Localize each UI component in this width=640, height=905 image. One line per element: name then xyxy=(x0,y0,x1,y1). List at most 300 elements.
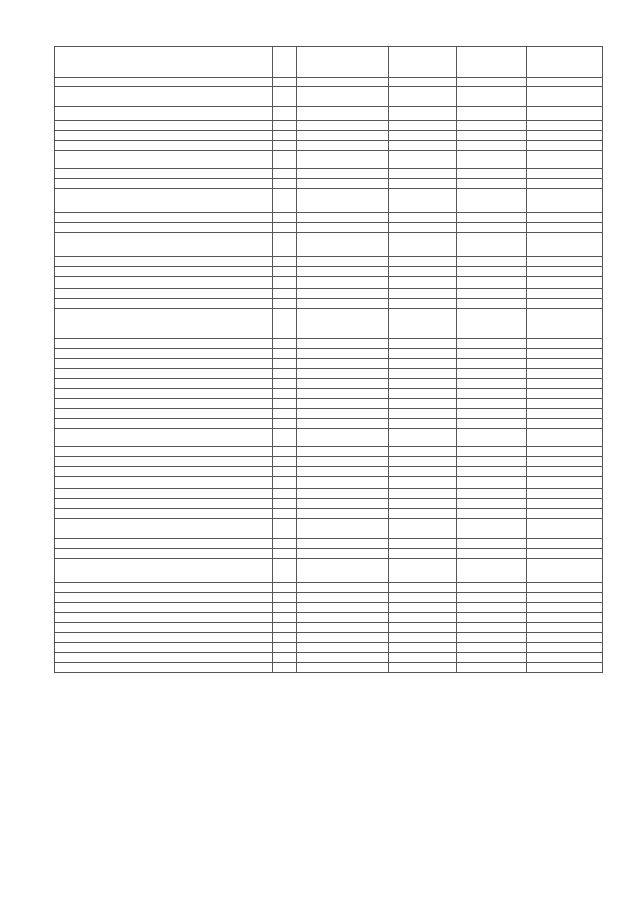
unexecuted-amount xyxy=(527,549,603,559)
table-row xyxy=(55,593,603,603)
indicator-name xyxy=(55,499,273,509)
executed-amount xyxy=(457,87,527,107)
unexecuted-amount xyxy=(527,339,603,349)
budget-classification-code xyxy=(297,299,389,309)
approved-amount xyxy=(389,613,457,623)
unexecuted-amount xyxy=(527,519,603,539)
unexecuted-amount xyxy=(527,169,603,179)
row-code xyxy=(273,539,297,549)
budget-classification-code xyxy=(297,87,389,107)
table-row xyxy=(55,131,603,141)
approved-amount xyxy=(389,169,457,179)
executed-amount xyxy=(457,389,527,399)
indicator-name xyxy=(55,131,273,141)
budget-classification-code xyxy=(297,643,389,653)
table-row xyxy=(55,87,603,107)
unexecuted-amount xyxy=(527,141,603,151)
row-code xyxy=(273,267,297,277)
approved-amount xyxy=(389,277,457,289)
executed-amount xyxy=(457,289,527,299)
budget-classification-code xyxy=(297,477,389,489)
unexecuted-amount xyxy=(527,613,603,623)
budget-classification-code xyxy=(297,389,389,399)
executed-amount xyxy=(457,359,527,369)
approved-amount xyxy=(389,457,457,467)
indicator-name xyxy=(55,179,273,189)
approved-amount xyxy=(389,559,457,583)
table-body xyxy=(55,87,603,673)
approved-amount xyxy=(389,447,457,457)
unexecuted-amount xyxy=(527,267,603,277)
header-cell xyxy=(389,47,457,78)
approved-amount xyxy=(389,539,457,549)
indicator-name xyxy=(55,593,273,603)
budget-classification-code xyxy=(297,663,389,673)
column-number-row xyxy=(55,78,603,87)
approved-amount xyxy=(389,151,457,169)
approved-amount xyxy=(389,339,457,349)
indicator-name xyxy=(55,277,273,289)
budget-classification-code xyxy=(297,559,389,583)
indicator-name xyxy=(55,419,273,429)
approved-amount xyxy=(389,663,457,673)
header-cell xyxy=(273,47,297,78)
executed-amount xyxy=(457,467,527,477)
column-number xyxy=(389,78,457,87)
approved-amount xyxy=(389,121,457,131)
row-code xyxy=(273,613,297,623)
budget-classification-code xyxy=(297,379,389,389)
unexecuted-amount xyxy=(527,489,603,499)
approved-amount xyxy=(389,233,457,257)
executed-amount xyxy=(457,519,527,539)
indicator-name xyxy=(55,369,273,379)
budget-classification-code xyxy=(297,499,389,509)
table-row xyxy=(55,257,603,267)
unexecuted-amount xyxy=(527,467,603,477)
row-code xyxy=(273,499,297,509)
approved-amount xyxy=(389,419,457,429)
header-cell xyxy=(457,47,527,78)
row-code xyxy=(273,369,297,379)
table-row xyxy=(55,643,603,653)
indicator-name xyxy=(55,257,273,267)
table-row xyxy=(55,519,603,539)
approved-amount xyxy=(389,519,457,539)
executed-amount xyxy=(457,309,527,339)
executed-amount xyxy=(457,583,527,593)
unexecuted-amount xyxy=(527,593,603,603)
unexecuted-amount xyxy=(527,623,603,633)
indicator-name xyxy=(55,107,273,121)
budget-classification-code xyxy=(297,399,389,409)
budget-classification-code xyxy=(297,549,389,559)
indicator-name xyxy=(55,233,273,257)
unexecuted-amount xyxy=(527,389,603,399)
budget-classification-code xyxy=(297,409,389,419)
table-row xyxy=(55,603,603,613)
row-code xyxy=(273,289,297,299)
unexecuted-amount xyxy=(527,189,603,213)
executed-amount xyxy=(457,121,527,131)
executed-amount xyxy=(457,539,527,549)
approved-amount xyxy=(389,107,457,121)
indicator-name xyxy=(55,489,273,499)
row-code xyxy=(273,623,297,633)
executed-amount xyxy=(457,349,527,359)
row-code xyxy=(273,189,297,213)
executed-amount xyxy=(457,131,527,141)
unexecuted-amount xyxy=(527,419,603,429)
row-code xyxy=(273,233,297,257)
row-code xyxy=(273,223,297,233)
approved-amount xyxy=(389,299,457,309)
row-code xyxy=(273,653,297,663)
table-row xyxy=(55,389,603,399)
row-code xyxy=(273,339,297,349)
budget-classification-code xyxy=(297,613,389,623)
budget-classification-code xyxy=(297,359,389,369)
row-code xyxy=(273,309,297,339)
executed-amount xyxy=(457,499,527,509)
table-row xyxy=(55,141,603,151)
row-code xyxy=(273,457,297,467)
row-code xyxy=(273,477,297,489)
executed-amount xyxy=(457,257,527,267)
executed-amount xyxy=(457,489,527,499)
approved-amount xyxy=(389,583,457,593)
approved-amount xyxy=(389,603,457,613)
row-code xyxy=(273,169,297,179)
budget-classification-code xyxy=(297,213,389,223)
unexecuted-amount xyxy=(527,539,603,549)
executed-amount xyxy=(457,399,527,409)
table-row xyxy=(55,559,603,583)
page-number xyxy=(0,20,640,28)
indicator-name xyxy=(55,457,273,467)
table-row xyxy=(55,223,603,233)
table-row xyxy=(55,583,603,593)
approved-amount xyxy=(389,633,457,643)
table-row xyxy=(55,419,603,429)
budget-classification-code xyxy=(297,349,389,359)
column-number xyxy=(273,78,297,87)
budget-classification-code xyxy=(297,603,389,613)
indicator-name xyxy=(55,467,273,477)
table-row xyxy=(55,653,603,663)
column-number xyxy=(297,78,389,87)
unexecuted-amount xyxy=(527,509,603,519)
approved-amount xyxy=(389,189,457,213)
report-table xyxy=(54,46,603,673)
unexecuted-amount xyxy=(527,213,603,223)
header-cell xyxy=(55,47,273,78)
unexecuted-amount xyxy=(527,429,603,447)
row-code xyxy=(273,121,297,131)
row-code xyxy=(273,467,297,477)
table-row xyxy=(55,107,603,121)
table-row xyxy=(55,267,603,277)
budget-classification-code xyxy=(297,141,389,151)
unexecuted-amount xyxy=(527,399,603,409)
header-row xyxy=(55,47,603,78)
budget-classification-code xyxy=(297,309,389,339)
table-row xyxy=(55,289,603,299)
indicator-name xyxy=(55,583,273,593)
approved-amount xyxy=(389,643,457,653)
unexecuted-amount xyxy=(527,233,603,257)
budget-classification-code xyxy=(297,223,389,233)
approved-amount xyxy=(389,349,457,359)
unexecuted-amount xyxy=(527,131,603,141)
table-row xyxy=(55,477,603,489)
row-code xyxy=(273,151,297,169)
indicator-name xyxy=(55,653,273,663)
approved-amount xyxy=(389,623,457,633)
row-code xyxy=(273,583,297,593)
indicator-name xyxy=(55,141,273,151)
table-row xyxy=(55,467,603,477)
unexecuted-amount xyxy=(527,499,603,509)
executed-amount xyxy=(457,613,527,623)
budget-classification-code xyxy=(297,131,389,141)
unexecuted-amount xyxy=(527,87,603,107)
row-code xyxy=(273,447,297,457)
row-code xyxy=(273,489,297,499)
unexecuted-amount xyxy=(527,409,603,419)
indicator-name xyxy=(55,309,273,339)
unexecuted-amount xyxy=(527,643,603,653)
row-code xyxy=(273,213,297,223)
table-row xyxy=(55,233,603,257)
executed-amount xyxy=(457,189,527,213)
budget-classification-code xyxy=(297,429,389,447)
executed-amount xyxy=(457,603,527,613)
executed-amount xyxy=(457,151,527,169)
budget-classification-code xyxy=(297,519,389,539)
table-row xyxy=(55,339,603,349)
approved-amount xyxy=(389,359,457,369)
approved-amount xyxy=(389,223,457,233)
executed-amount xyxy=(457,447,527,457)
approved-amount xyxy=(389,653,457,663)
row-code xyxy=(273,379,297,389)
row-code xyxy=(273,663,297,673)
budget-classification-code xyxy=(297,509,389,519)
executed-amount xyxy=(457,633,527,643)
budget-classification-code xyxy=(297,447,389,457)
row-code xyxy=(273,429,297,447)
indicator-name xyxy=(55,613,273,623)
table-row xyxy=(55,189,603,213)
budget-classification-code xyxy=(297,489,389,499)
indicator-name xyxy=(55,643,273,653)
approved-amount xyxy=(389,369,457,379)
executed-amount xyxy=(457,179,527,189)
row-code xyxy=(273,549,297,559)
unexecuted-amount xyxy=(527,223,603,233)
budget-classification-code xyxy=(297,189,389,213)
executed-amount xyxy=(457,593,527,603)
approved-amount xyxy=(389,141,457,151)
row-code xyxy=(273,107,297,121)
row-code xyxy=(273,277,297,289)
approved-amount xyxy=(389,549,457,559)
approved-amount xyxy=(389,379,457,389)
executed-amount xyxy=(457,559,527,583)
table-row xyxy=(55,277,603,289)
approved-amount xyxy=(389,257,457,267)
unexecuted-amount xyxy=(527,257,603,267)
table-row xyxy=(55,549,603,559)
indicator-name xyxy=(55,539,273,549)
indicator-name xyxy=(55,299,273,309)
indicator-name xyxy=(55,359,273,369)
table-row xyxy=(55,409,603,419)
indicator-name xyxy=(55,339,273,349)
budget-classification-code xyxy=(297,653,389,663)
budget-classification-code xyxy=(297,289,389,299)
budget-classification-code xyxy=(297,233,389,257)
indicator-name xyxy=(55,633,273,643)
executed-amount xyxy=(457,663,527,673)
table-row xyxy=(55,613,603,623)
executed-amount xyxy=(457,379,527,389)
approved-amount xyxy=(389,179,457,189)
indicator-name xyxy=(55,663,273,673)
indicator-name xyxy=(55,151,273,169)
indicator-name xyxy=(55,223,273,233)
table-row xyxy=(55,539,603,549)
budget-classification-code xyxy=(297,457,389,467)
unexecuted-amount xyxy=(527,309,603,339)
table-row xyxy=(55,457,603,467)
executed-amount xyxy=(457,339,527,349)
budget-classification-code xyxy=(297,151,389,169)
table-row xyxy=(55,499,603,509)
indicator-name xyxy=(55,87,273,107)
approved-amount xyxy=(389,267,457,277)
unexecuted-amount xyxy=(527,559,603,583)
table-row xyxy=(55,169,603,179)
row-code xyxy=(273,409,297,419)
approved-amount xyxy=(389,477,457,489)
indicator-name xyxy=(55,477,273,489)
budget-classification-code xyxy=(297,257,389,267)
indicator-name xyxy=(55,289,273,299)
indicator-name xyxy=(55,169,273,179)
table-row xyxy=(55,633,603,643)
executed-amount xyxy=(457,223,527,233)
budget-classification-code xyxy=(297,121,389,131)
table-row xyxy=(55,663,603,673)
table-row xyxy=(55,213,603,223)
approved-amount xyxy=(389,429,457,447)
unexecuted-amount xyxy=(527,633,603,643)
row-code xyxy=(273,359,297,369)
row-code xyxy=(273,299,297,309)
header-cell xyxy=(527,47,603,78)
unexecuted-amount xyxy=(527,477,603,489)
unexecuted-amount xyxy=(527,663,603,673)
indicator-name xyxy=(55,267,273,277)
table-row xyxy=(55,509,603,519)
executed-amount xyxy=(457,549,527,559)
budget-classification-code xyxy=(297,339,389,349)
unexecuted-amount xyxy=(527,359,603,369)
executed-amount xyxy=(457,409,527,419)
executed-amount xyxy=(457,169,527,179)
indicator-name xyxy=(55,519,273,539)
executed-amount xyxy=(457,267,527,277)
budget-classification-code xyxy=(297,179,389,189)
table-row xyxy=(55,151,603,169)
table-row xyxy=(55,121,603,131)
approved-amount xyxy=(389,409,457,419)
approved-amount xyxy=(389,499,457,509)
executed-amount xyxy=(457,213,527,223)
executed-amount xyxy=(457,477,527,489)
unexecuted-amount xyxy=(527,179,603,189)
budget-classification-code xyxy=(297,539,389,549)
indicator-name xyxy=(55,429,273,447)
budget-classification-code xyxy=(297,633,389,643)
indicator-name xyxy=(55,349,273,359)
unexecuted-amount xyxy=(527,107,603,121)
row-code xyxy=(273,643,297,653)
column-number xyxy=(55,78,273,87)
header-cell xyxy=(297,47,389,78)
indicator-name xyxy=(55,379,273,389)
table-row xyxy=(55,447,603,457)
unexecuted-amount xyxy=(527,289,603,299)
approved-amount xyxy=(389,389,457,399)
row-code xyxy=(273,349,297,359)
budget-classification-code xyxy=(297,277,389,289)
approved-amount xyxy=(389,289,457,299)
column-number xyxy=(527,78,603,87)
table-row xyxy=(55,399,603,409)
executed-amount xyxy=(457,623,527,633)
row-code xyxy=(273,389,297,399)
indicator-name xyxy=(55,213,273,223)
row-code xyxy=(273,593,297,603)
executed-amount xyxy=(457,653,527,663)
budget-classification-code xyxy=(297,419,389,429)
executed-amount xyxy=(457,369,527,379)
row-code xyxy=(273,519,297,539)
unexecuted-amount xyxy=(527,349,603,359)
table-row xyxy=(55,369,603,379)
row-code xyxy=(273,399,297,409)
budget-classification-code xyxy=(297,169,389,179)
budget-classification-code xyxy=(297,583,389,593)
indicator-name xyxy=(55,409,273,419)
indicator-name xyxy=(55,399,273,409)
row-code xyxy=(273,131,297,141)
budget-classification-code xyxy=(297,267,389,277)
table-row xyxy=(55,299,603,309)
unexecuted-amount xyxy=(527,457,603,467)
approved-amount xyxy=(389,131,457,141)
indicator-name xyxy=(55,623,273,633)
executed-amount xyxy=(457,277,527,289)
executed-amount xyxy=(457,299,527,309)
unexecuted-amount xyxy=(527,277,603,289)
table-row xyxy=(55,179,603,189)
executed-amount xyxy=(457,643,527,653)
executed-amount xyxy=(457,107,527,121)
